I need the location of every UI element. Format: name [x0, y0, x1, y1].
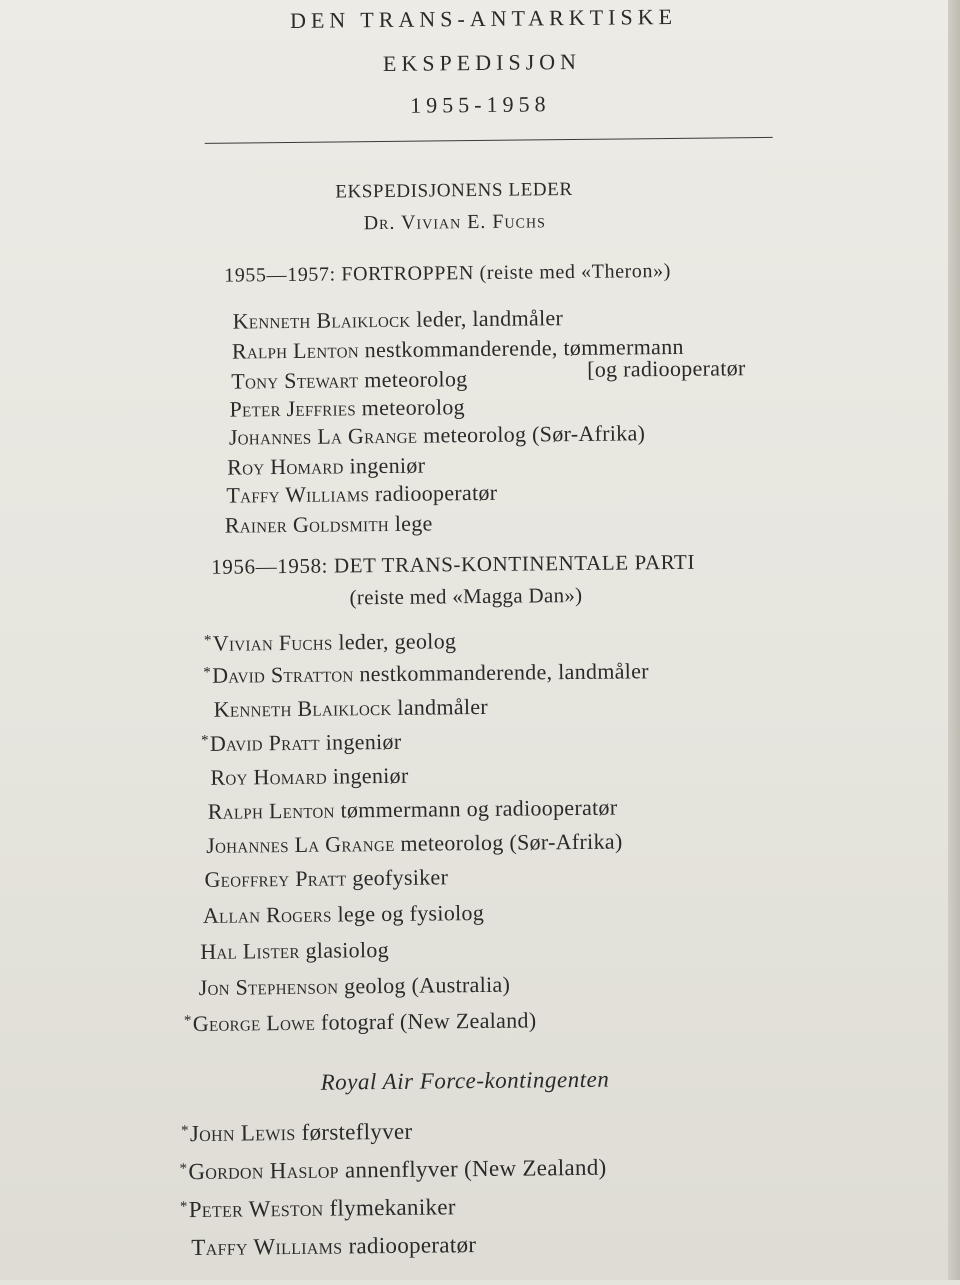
section1-member — [233, 305, 564, 334]
member-name: David Pratt — [210, 730, 320, 756]
section2-member — [209, 763, 408, 791]
member-role: flymekaniker — [329, 1194, 455, 1220]
member-name: Kenneth Blaiklock — [233, 307, 411, 334]
member-name: Taffy Williams — [191, 1233, 342, 1260]
leader-name: Dr. Vivian E. Fuchs — [364, 210, 546, 235]
member-name: Hal Lister — [200, 938, 300, 964]
member-role: lege og fysiolog — [337, 900, 484, 927]
section2-member — [205, 829, 623, 859]
member-star: * — [180, 1199, 188, 1215]
member-star: * — [204, 633, 212, 649]
member-star: * — [181, 1123, 189, 1139]
member-role: ingeniør — [326, 729, 402, 755]
member-role: glasiolog — [305, 937, 389, 963]
section2-member — [213, 694, 489, 723]
leader-heading: EKSPEDISJONENS LEDER — [335, 179, 573, 203]
member-name: Ralph Lenton — [208, 798, 335, 824]
member-role: ingeniør — [333, 763, 409, 789]
member-name: John Lewis — [190, 1120, 296, 1146]
member-name: Roy Homard — [227, 453, 344, 479]
title-line-2: EKSPEDISJON — [182, 47, 782, 79]
member-role: meteorolog (Sør-Afrika) — [423, 420, 645, 447]
member-name: Peter Weston — [189, 1196, 324, 1222]
section2-member — [203, 864, 448, 893]
member-star: * — [179, 1161, 187, 1177]
member-name: Rainer Goldsmith — [225, 511, 389, 538]
title-years: 1955-1958 — [180, 89, 780, 121]
member-role: radiooperatør — [375, 480, 498, 506]
member-role: leder, geolog — [338, 628, 456, 654]
section1-member — [226, 480, 497, 509]
member-role: nestkommanderende, landmåler — [359, 658, 649, 686]
member-name: Kenneth Blaiklock — [214, 695, 392, 722]
section2-member — [202, 900, 484, 929]
member-role: meteorolog — [364, 366, 467, 392]
title-line-1: DEN TRANS-ANTARKTISKE — [183, 3, 783, 35]
member-role: landmåler — [397, 694, 488, 720]
section1-member — [231, 366, 467, 394]
section1-member — [227, 453, 425, 481]
member-name: Geoffrey Pratt — [204, 865, 346, 891]
member-name: Peter Jeffries — [229, 395, 356, 421]
member-role: geofysiker — [352, 864, 448, 890]
member-role: meteorolog (Sør-Afrika) — [400, 829, 622, 856]
member-role: nestkommanderende, tømmermann — [365, 334, 684, 362]
member-role: annenflyver (New Zealand) — [345, 1155, 607, 1183]
member-name: Johannes La Grange — [229, 423, 418, 450]
member-name: Ralph Lenton — [232, 337, 359, 363]
section2-member — [203, 658, 649, 689]
member-role: meteorolog — [362, 394, 465, 420]
section3-member — [180, 1194, 456, 1223]
member-role: geolog (Australia) — [344, 972, 510, 999]
member-star: * — [203, 665, 211, 681]
member-name: Vivian Fuchs — [213, 630, 333, 656]
member-role: lege — [395, 510, 433, 535]
member-star: * — [201, 733, 209, 749]
member-role: tømmermann og radiooperatør — [340, 795, 617, 823]
section1-member — [225, 510, 433, 538]
member-name: David Stratton — [212, 661, 354, 687]
member-name: Tony Stewart — [231, 367, 358, 393]
section2-member — [204, 628, 456, 657]
member-name: Allan Rogers — [203, 902, 332, 928]
section3-member — [190, 1232, 476, 1261]
member-role: ingeniør — [349, 453, 425, 479]
member-star: * — [184, 1013, 192, 1029]
section1-member — [229, 394, 465, 422]
member-name: Johannes La Grange — [206, 831, 395, 858]
section3-heading: Royal Air Force-kontingenten — [320, 1067, 609, 1096]
member-name: Roy Homard — [210, 764, 327, 790]
section1-member — [229, 420, 646, 450]
section2-member — [197, 972, 510, 1001]
member-name: George Lowe — [193, 1010, 316, 1036]
section1-continuation: [og radiooperatør — [587, 355, 746, 383]
section2-member — [201, 729, 402, 757]
section2-subheading: (reiste med «Magga Dan») — [349, 583, 582, 610]
section2-member — [199, 937, 389, 965]
member-role: førsteflyver — [301, 1119, 412, 1145]
section3-member — [179, 1155, 606, 1185]
member-name: Gordon Haslop — [188, 1158, 339, 1185]
member-role: radiooperatør — [348, 1232, 476, 1258]
section2-heading: 1956—1958: DET TRANS-KONTINENTALE PARTI — [211, 550, 695, 580]
title-rule — [205, 137, 773, 144]
member-role: leder, landmåler — [416, 305, 563, 332]
section3-member — [181, 1119, 413, 1147]
section1-heading: 1955—1957: FORTROPPEN (reiste med «Theron») — [224, 260, 671, 288]
section2-member — [184, 1007, 537, 1037]
member-name: Jon Stephenson — [198, 974, 338, 1000]
section2-member — [207, 795, 618, 825]
member-name: Taffy Williams — [226, 481, 369, 507]
member-role: fotograf (New Zealand) — [321, 1007, 537, 1034]
